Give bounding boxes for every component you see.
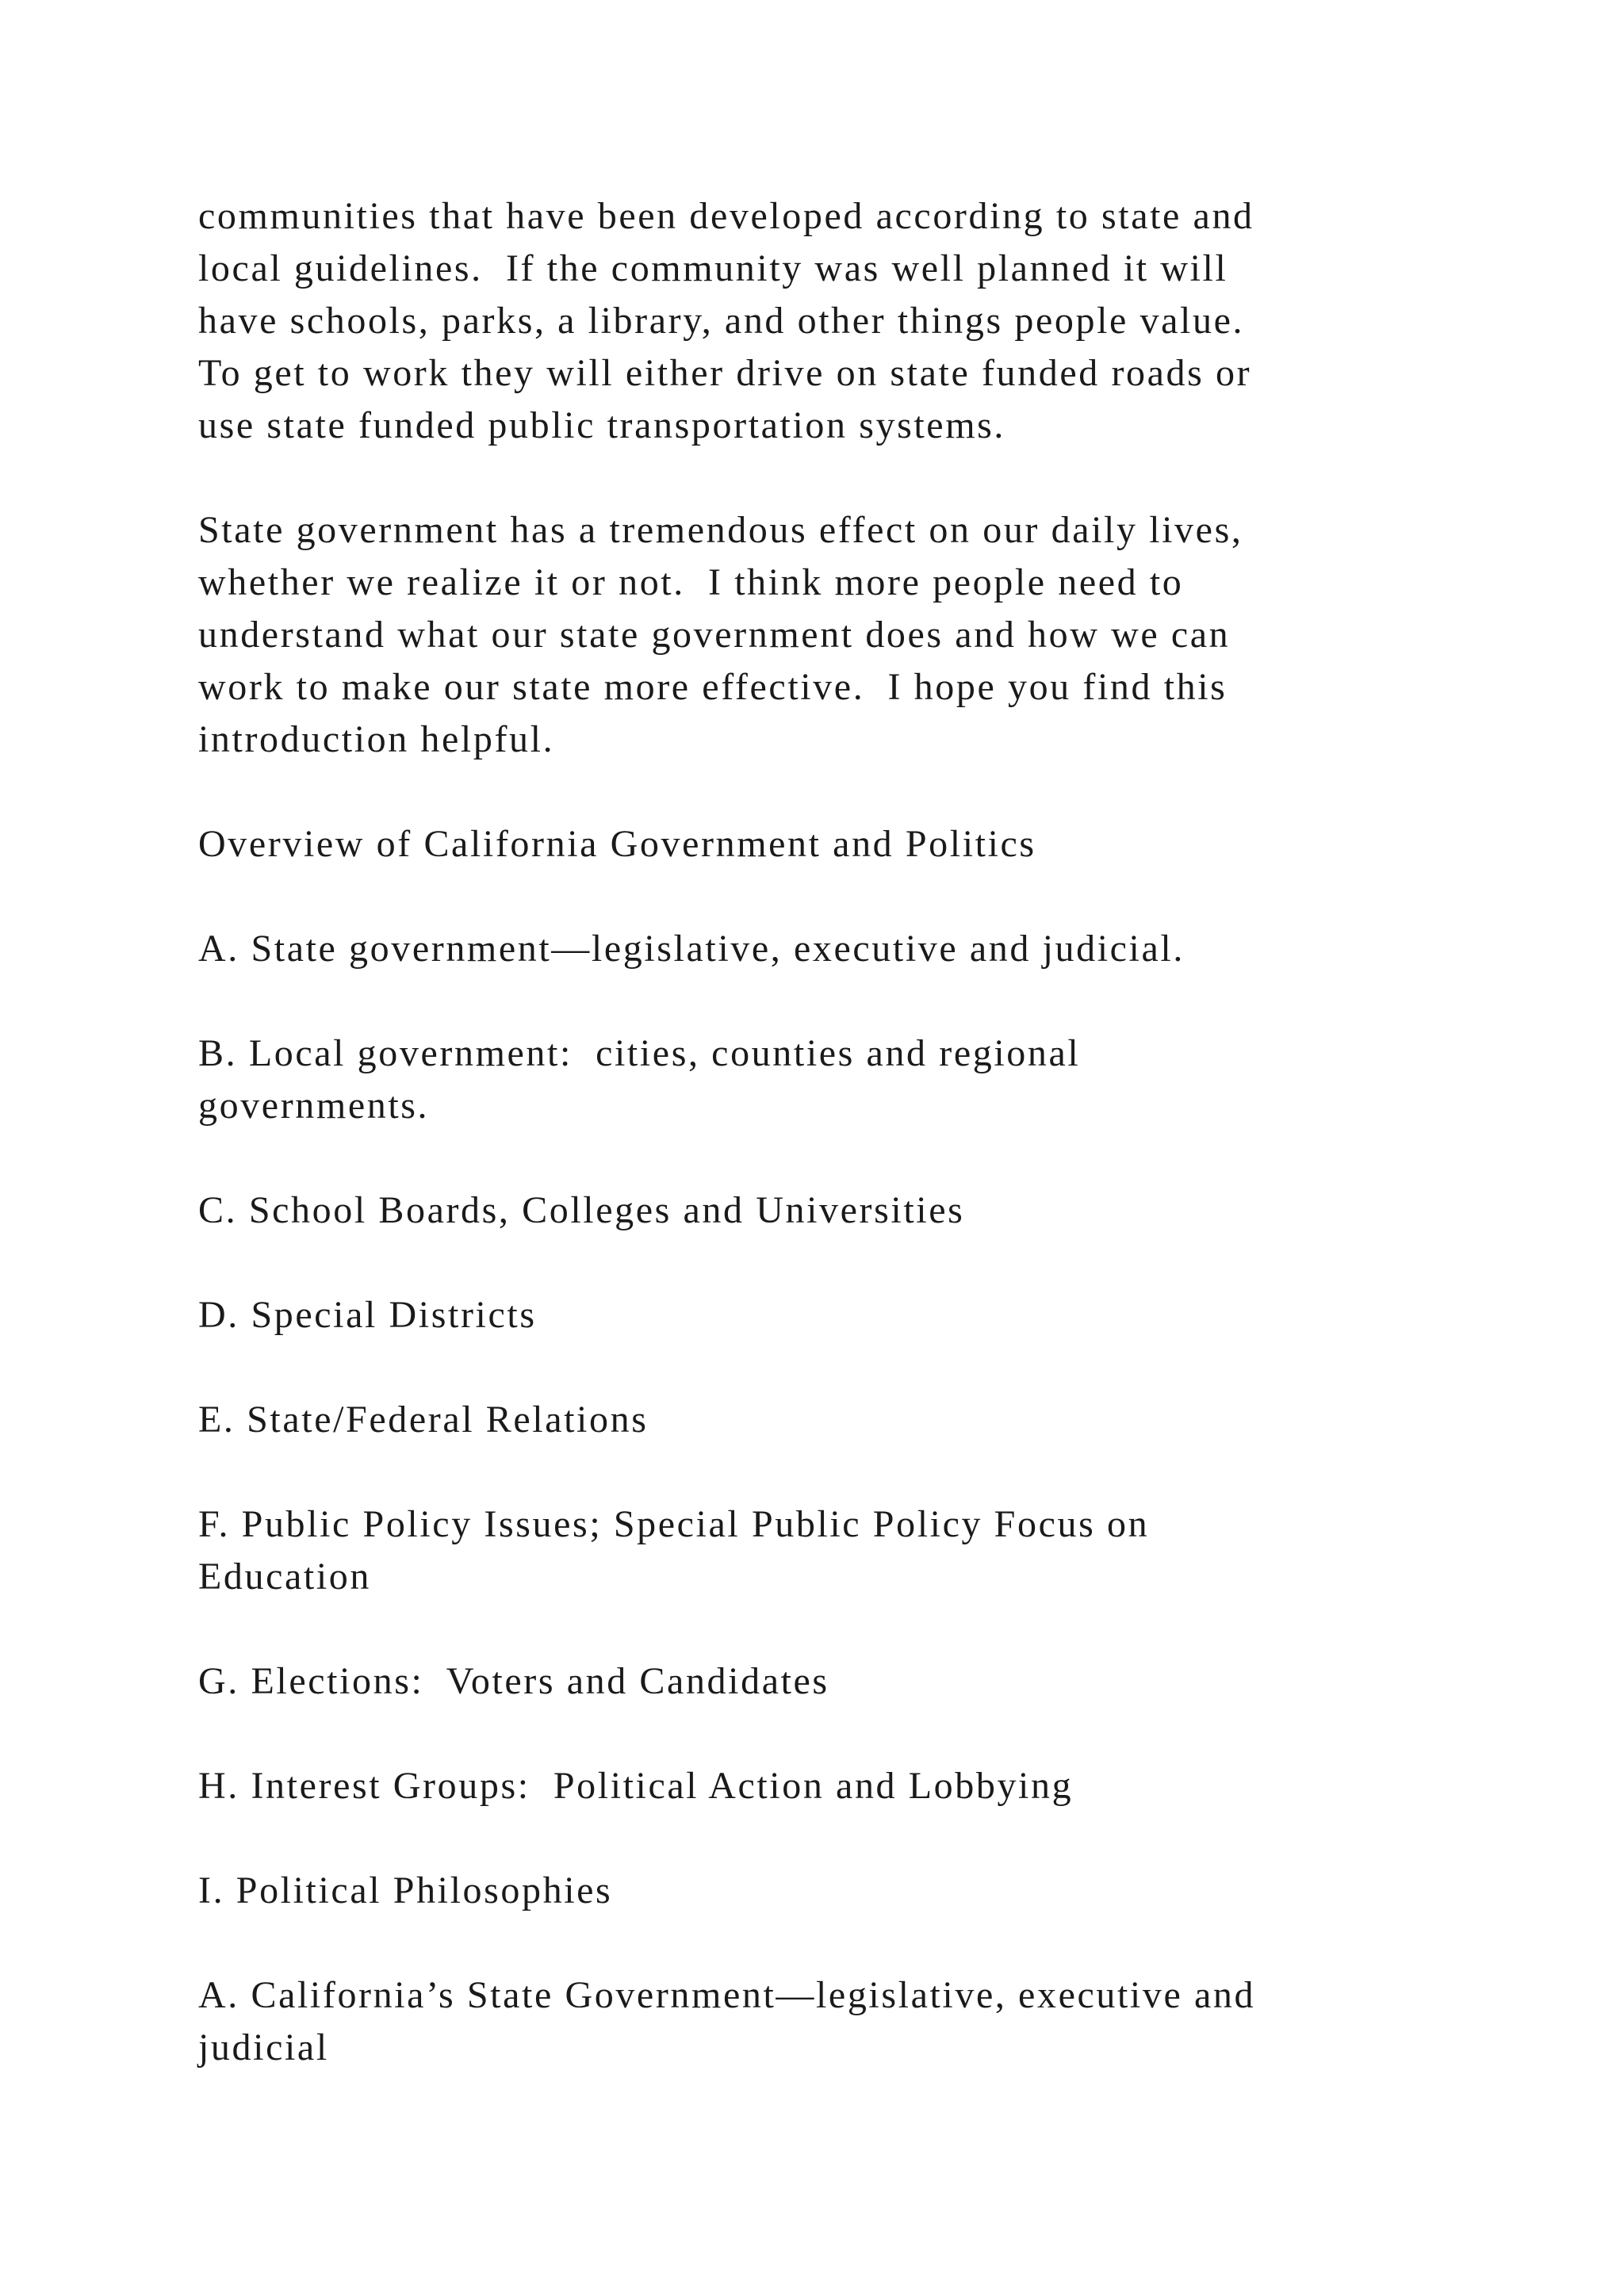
document-body [198,190,1435,2074]
text-line: To get to work they will either drive on state funded roads or [198,352,1252,394]
outline-item-g: G. Elections: Voters and Candidates [198,1660,829,1702]
outline-item-f [198,1498,1435,1603]
text-line: introduction helpful. [198,718,555,760]
paragraph-spacer [198,1132,1435,1184]
text-line: have schools, parks, a library, and other things people value. [198,300,1245,342]
overview-title: Overview of California Government and Politics [198,823,1036,865]
text-line: Education [198,1556,372,1598]
outline-item-e: E. State/Federal Relations [198,1399,649,1441]
paragraph-spacer [198,1917,1435,1969]
text-line: understand what our state government does and how we can [198,614,1231,656]
text-line: State government has a tremendous effect on our daily lives, [198,509,1243,551]
section-a-heading [198,1969,1435,2074]
paragraph-spacer [198,1237,1435,1289]
paragraph-communities [198,190,1435,452]
outline-item-c: C. School Boards, Colleges and Universities [198,1189,965,1231]
text-line: local guidelines. If the community was well planned it will [198,247,1228,289]
text-line: work to make our state more effective. I hope you find this [198,666,1228,708]
text-line: use state funded public transportation systems. [198,404,1006,446]
text-line: governments. [198,1085,430,1127]
paragraph-state-government [198,504,1435,766]
paragraph-spacer [198,1708,1435,1760]
paragraph-spacer [198,766,1435,818]
outline-item-h: H. Interest Groups: Political Action and Lobbying [198,1765,1074,1807]
outline-item-i: I. Political Philosophies [198,1869,613,1911]
paragraph-spacer [198,1446,1435,1498]
outline-item-d: D. Special Districts [198,1294,537,1336]
paragraph-spacer [198,1603,1435,1655]
text-line: judicial [198,2026,329,2068]
paragraph-spacer [198,871,1435,923]
text-line: A. California’s State Government—legislative, executive and [198,1974,1256,2016]
paragraph-spacer [198,452,1435,504]
outline-item-b [198,1027,1435,1132]
paragraph-spacer [198,1341,1435,1394]
paragraph-spacer [198,975,1435,1027]
paragraph-spacer [198,1812,1435,1865]
text-line: whether we realize it or not. I think more people need to [198,561,1184,603]
text-line: communities that have been developed according to state and [198,195,1254,237]
text-line: F. Public Policy Issues; Special Public Policy Focus on [198,1503,1150,1545]
outline-item-a: A. State government—legislative, executive and judicial. [198,928,1185,970]
text-line: B. Local government: cities, counties and regional [198,1032,1081,1074]
